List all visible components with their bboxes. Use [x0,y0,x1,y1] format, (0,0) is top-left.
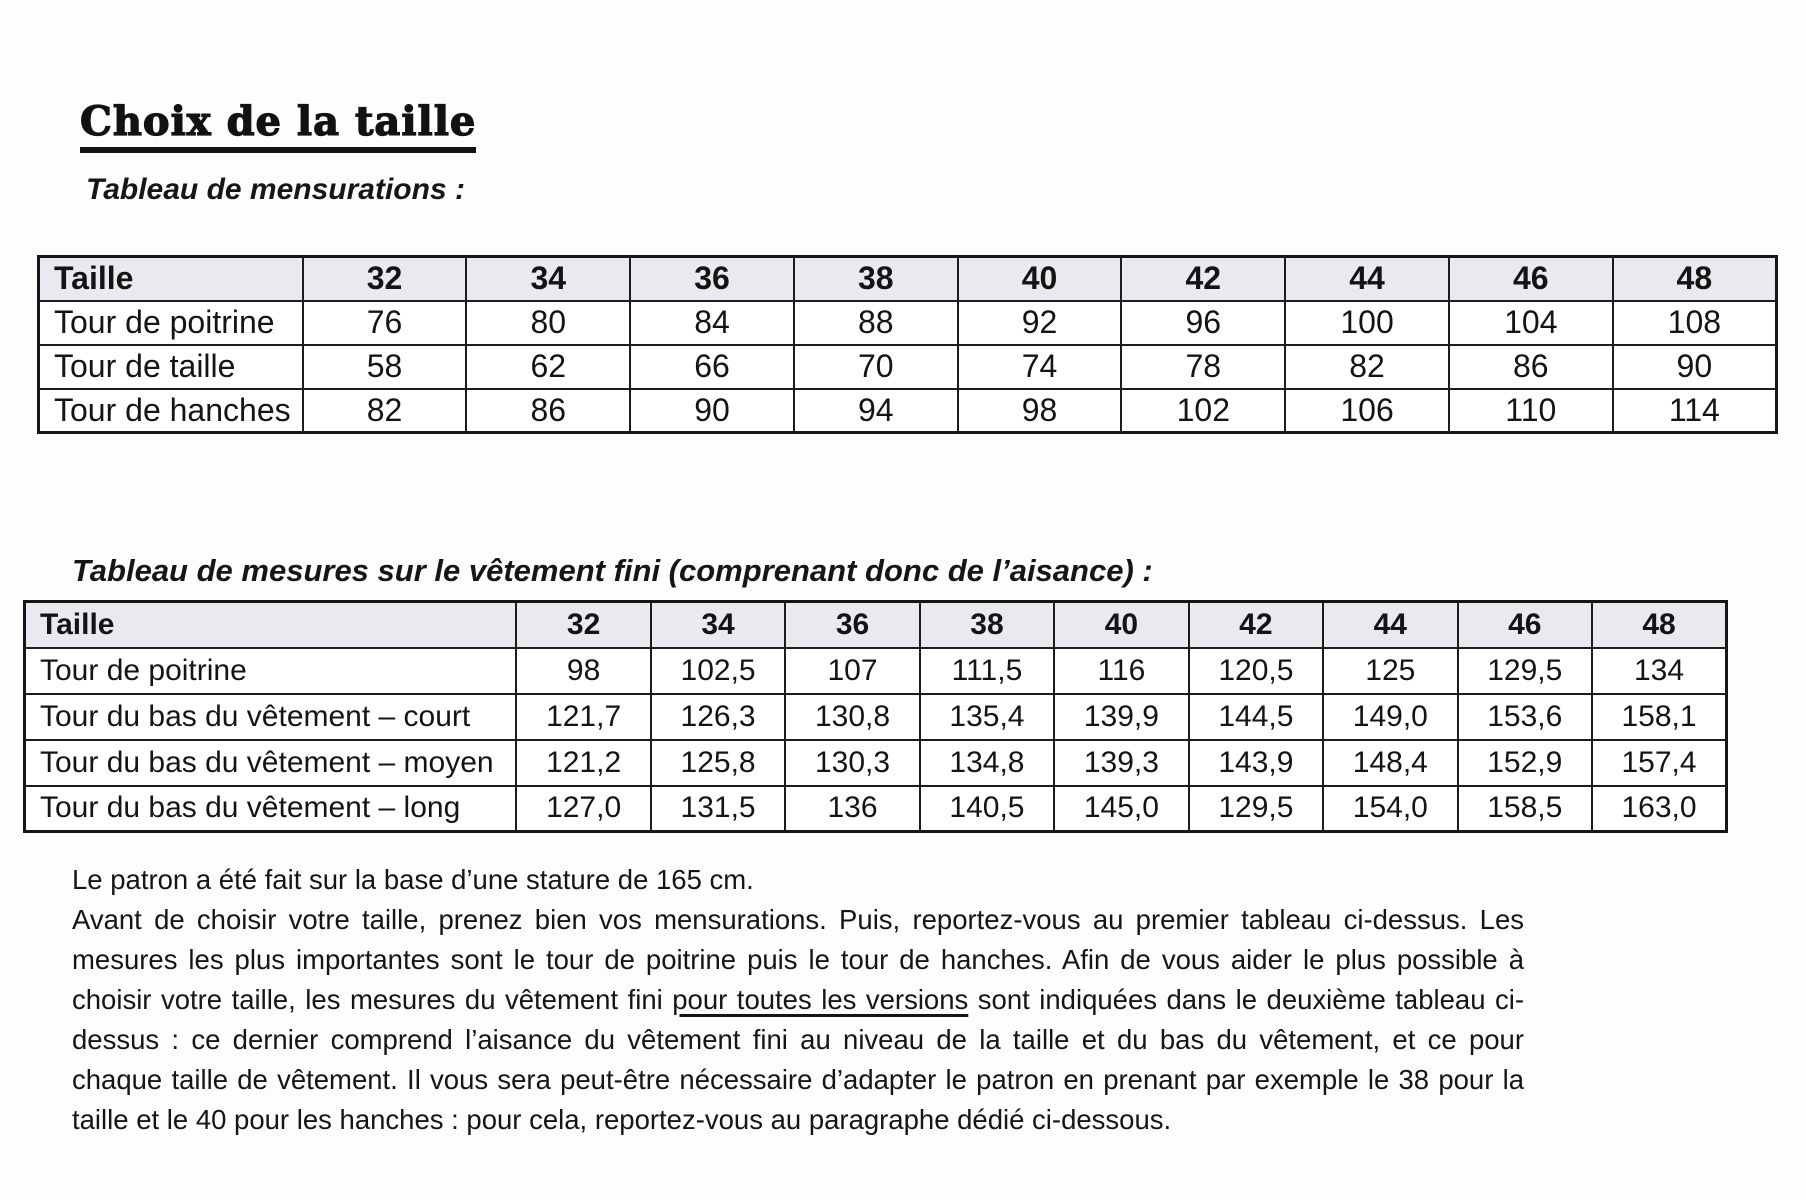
header-size-cell: 40 [1054,602,1188,648]
value-cell: 80 [466,301,630,345]
table-row [39,345,1777,389]
value-cell: 106 [1285,389,1449,433]
value-cell: 104 [1449,301,1613,345]
stature-note-line: Le patron a été fait sur la base d’une stature de 165 cm. [72,864,754,895]
value-cell: 100 [1285,301,1449,345]
row-label-cell: Tour du bas du vêtement – long [25,786,517,832]
value-cell: 139,3 [1054,740,1188,786]
value-cell: 145,0 [1054,786,1188,832]
value-cell: 154,0 [1323,786,1457,832]
header-size-cell: 40 [958,257,1122,301]
row-label-cell: Tour de poitrine [25,648,517,694]
value-cell: 110 [1449,389,1613,433]
value-cell: 125 [1323,648,1457,694]
finished-garment-table-heading: Tableau de mesures sur le vêtement fini (comprenant donc de l’aisance) : [72,553,1153,588]
header-size-cell: 42 [1121,257,1285,301]
value-cell: 70 [794,345,958,389]
header-size-cell: 34 [466,257,630,301]
header-size-cell: 36 [630,257,794,301]
value-cell: 102 [1121,389,1285,433]
page-title: Choix de la taille [80,98,476,153]
value-cell: 90 [630,389,794,433]
value-cell: 129,5 [1458,648,1592,694]
header-size-cell: 48 [1592,602,1727,648]
table-row [25,694,1727,740]
value-cell: 158,1 [1592,694,1727,740]
value-cell: 134,8 [920,740,1054,786]
table-row [39,389,1777,433]
text-segment: sont indiquées dans le deuxième tableau ci-dessus : ce dernier comprend l’aisance du vêtement fini au niveau de la taille et du bas du vêtement, et ce pour chaque taille de vêtement. Il vous sera peut-être nécessaire d’adapter le patron en prenant par exemple le 38 pour la taille et le 40 pour les hanches : pour cela, reportez-vous au paragraphe dédié ci-dessous. [72,984,1524,1135]
header-label-cell: Taille [39,257,303,301]
value-cell: 121,2 [516,740,650,786]
row-label-cell: Tour du bas du vêtement – court [25,694,517,740]
header-row [25,602,1727,648]
value-cell: 66 [630,345,794,389]
finished-garment-table [23,600,1728,833]
value-cell: 94 [794,389,958,433]
value-cell: 136 [785,786,919,832]
value-cell: 126,3 [651,694,785,740]
value-cell: 143,9 [1189,740,1323,786]
value-cell: 152,9 [1458,740,1592,786]
value-cell: 139,9 [1054,694,1188,740]
value-cell: 134 [1592,648,1727,694]
value-cell: 131,5 [651,786,785,832]
value-cell: 149,0 [1323,694,1457,740]
header-size-cell: 38 [920,602,1054,648]
table-row [25,648,1727,694]
value-cell: 125,8 [651,740,785,786]
header-size-cell: 36 [785,602,919,648]
value-cell: 102,5 [651,648,785,694]
header-size-cell: 34 [651,602,785,648]
value-cell: 58 [303,345,467,389]
row-label-cell: Tour du bas du vêtement – moyen [25,740,517,786]
value-cell: 120,5 [1189,648,1323,694]
header-size-cell: 32 [516,602,650,648]
value-cell: 121,7 [516,694,650,740]
header-size-cell: 42 [1189,602,1323,648]
value-cell: 127,0 [516,786,650,832]
value-cell: 129,5 [1189,786,1323,832]
text-segment: Avant de choisir votre taille, prenez bien vos mensurations. Puis, reportez-vous au premier tableau ci-dessus. Les mesures les plus importantes sont le tour de poitrine puis le tour de hanches. Afin de vous aider le plus possible à choisir votre taille, les mesures du vêtement fini [72,904,1524,1015]
value-cell: 84 [630,301,794,345]
header-size-cell: 44 [1323,602,1457,648]
header-size-cell: 32 [303,257,467,301]
size-choice-paragraph [72,900,1524,1140]
row-label-cell: Tour de hanches [39,389,303,433]
table-row [25,740,1727,786]
value-cell: 140,5 [920,786,1054,832]
value-cell: 82 [1285,345,1449,389]
value-cell: 92 [958,301,1122,345]
header-size-cell: 44 [1285,257,1449,301]
value-cell: 158,5 [1458,786,1592,832]
underlined-phrase: pour toutes les versions [672,984,969,1015]
value-cell: 86 [466,389,630,433]
value-cell: 108 [1613,301,1777,345]
measurements-table [37,255,1778,434]
value-cell: 148,4 [1323,740,1457,786]
value-cell: 62 [466,345,630,389]
header-row [39,257,1777,301]
value-cell: 114 [1613,389,1777,433]
value-cell: 157,4 [1592,740,1727,786]
value-cell: 78 [1121,345,1285,389]
header-size-cell: 46 [1449,257,1613,301]
row-label-cell: Tour de taille [39,345,303,389]
value-cell: 74 [958,345,1122,389]
value-cell: 116 [1054,648,1188,694]
value-cell: 130,8 [785,694,919,740]
value-cell: 76 [303,301,467,345]
table-row [25,786,1727,832]
header-label-cell: Taille [25,602,517,648]
value-cell: 90 [1613,345,1777,389]
table-row [39,301,1777,345]
value-cell: 144,5 [1189,694,1323,740]
value-cell: 107 [785,648,919,694]
value-cell: 135,4 [920,694,1054,740]
header-size-cell: 48 [1613,257,1777,301]
body-text-block [72,860,1524,1140]
measurements-table-heading: Tableau de mensurations : [86,173,465,206]
header-size-cell: 46 [1458,602,1592,648]
value-cell: 98 [958,389,1122,433]
value-cell: 98 [516,648,650,694]
finished-garment-table-wrapper [23,600,1728,833]
value-cell: 111,5 [920,648,1054,694]
value-cell: 96 [1121,301,1285,345]
value-cell: 86 [1449,345,1613,389]
value-cell: 153,6 [1458,694,1592,740]
value-cell: 130,3 [785,740,919,786]
value-cell: 163,0 [1592,786,1727,832]
value-cell: 82 [303,389,467,433]
measurements-table-wrapper [37,255,1778,434]
value-cell: 88 [794,301,958,345]
header-size-cell: 38 [794,257,958,301]
row-label-cell: Tour de poitrine [39,301,303,345]
